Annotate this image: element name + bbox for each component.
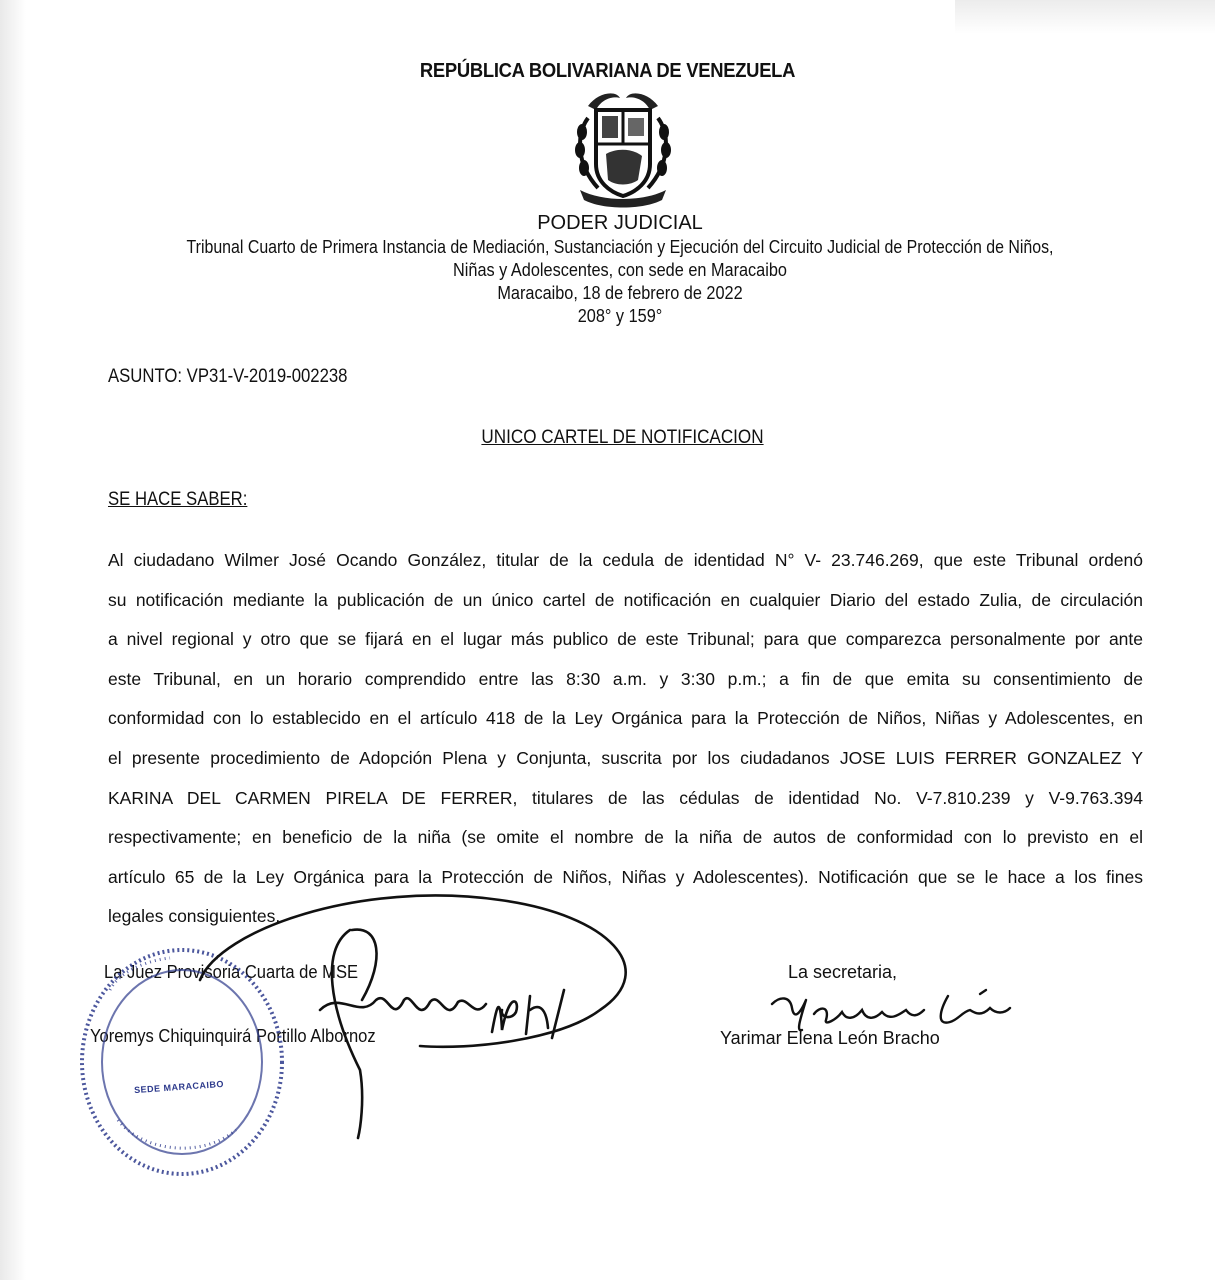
- body-line: respectivamente; en beneficio de la niña (se omite el nombre de la niña de autos de conformidad con lo previsto en el: [108, 827, 1143, 848]
- case-number: ASUNTO: VP31-V-2019-002238: [108, 366, 348, 387]
- body-line: el presente procedimiento de Adopción Plena y Conjunta, suscrita por los ciudadanos JOSE LUIS FERRER GONZALEZ Y: [108, 747, 1143, 768]
- place-date: Maracaibo, 18 de febrero de 2022: [497, 282, 743, 303]
- body-line: conformidad con lo establecido en el artículo 418 de la Ley Orgánica para la Protección de Niños, Niñas y Adolescentes, en: [108, 708, 1143, 729]
- court-seal-icon: [82, 950, 282, 1174]
- venezuela-coat-of-arms-icon: [558, 84, 688, 212]
- secretary-name: Yarimar Elena León Bracho: [720, 1028, 940, 1048]
- tribunal-name-line-1: Tribunal Cuarto de Primera Instancia de Mediación, Sustanciación y Ejecución del Circuito Judicial de Protección de Niños,: [186, 236, 1054, 257]
- years-line: 208° y 159°: [577, 305, 663, 326]
- seal-caption: SEDE MARACAIBO: [133, 1078, 225, 1096]
- body-line: su notificación mediante la publicación de un único cartel de notificación en cualquier Diario del estado Zulia, de circulación: [108, 589, 1143, 610]
- judge-name: Yoremys Chiquinquirá Portillo Albornoz: [90, 1026, 376, 1046]
- body-line: a nivel regional y otro que se fijará en el lugar más publico de este Tribunal; para que comparezca personalmente por ante: [108, 629, 1143, 650]
- body-line: artículo 65 de la Ley Orgánica para la Protección de Niños, Niñas y Adolescentes). Notificación que se le hace a los fines: [108, 866, 1143, 887]
- notice-title: UNICO CARTEL DE NOTIFICACION: [481, 427, 764, 448]
- judicial-power-title: PODER JUDICIAL: [537, 212, 703, 234]
- judge-title: La Juez Provisoria Cuarta de MSE: [104, 962, 359, 982]
- tribunal-header: [60, 212, 1180, 327]
- scan-shadow-left: [0, 0, 26, 1280]
- body-line: KARINA DEL CARMEN PIRELA DE FERRER, titulares de las cédulas de identidad No. V-7.810.239 y V-9.763.394: [108, 787, 1143, 808]
- secretary-title: La secretaria,: [788, 962, 898, 982]
- notice-body: [108, 548, 1143, 944]
- notice-intro: SE HACE SABER:: [108, 489, 248, 510]
- secretary-signature-icon: [772, 990, 1010, 1030]
- body-line: legales consiguientes.: [108, 906, 281, 927]
- scan-shadow-top: [955, 0, 1215, 34]
- body-line: Al ciudadano Wilmer José Ocando González, titular de la cedula de identidad N° V- 23.746.269, que este Tribunal ordenó: [108, 550, 1143, 570]
- republic-title: REPÚBLICA BOLIVARIANA DE VENEZUELA: [419, 60, 796, 82]
- tribunal-name-line-2: Niñas y Adolescentes, con sede en Maracaibo: [453, 259, 787, 280]
- body-line: este Tribunal, en un horario comprendido entre las 8:30 a.m. y 3:30 p.m.; a fin de que emita su consentimiento de: [108, 668, 1143, 689]
